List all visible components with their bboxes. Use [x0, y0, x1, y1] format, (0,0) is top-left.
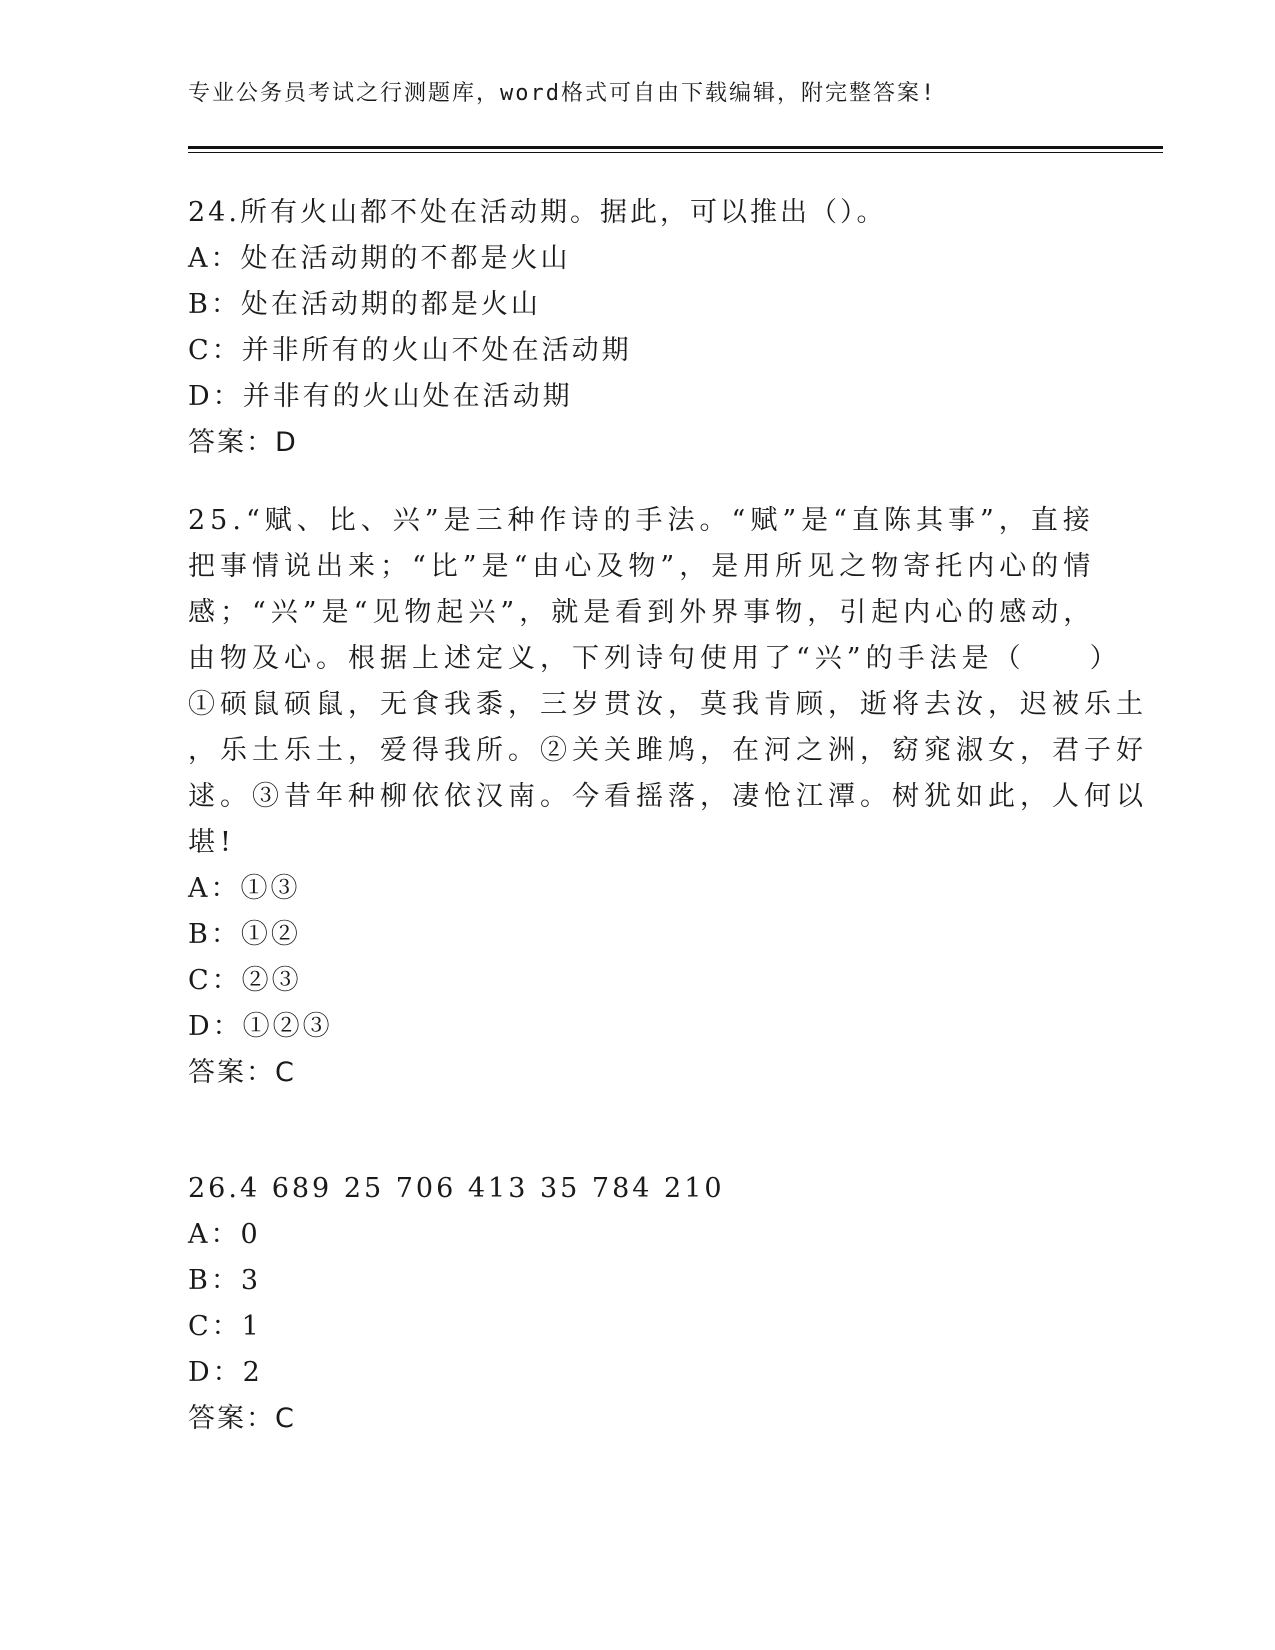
question-stem-line: 逑。③昔年种柳依依汉南。今看摇落，凄怆江潭。树犹如此，人何以	[188, 781, 1148, 812]
question-25	[188, 498, 1148, 1096]
question-stem-line: 由物及心。根据上述定义，下列诗句使用了“兴”的手法是（ ）	[188, 643, 1122, 674]
option-d: D：2	[188, 1357, 263, 1388]
header-rule-thick	[188, 146, 1163, 149]
question-stem-line: ，乐土乐土，爱得我所。②关关雎鸠，在河之洲，窈窕淑女，君子好	[188, 735, 1148, 766]
answer: 答案：C	[188, 1403, 296, 1434]
question-stem-line: ①硕鼠硕鼠，无食我黍，三岁贯汝，莫我肯顾，逝将去汝，迟被乐土	[188, 689, 1148, 720]
option-a: A：0	[188, 1219, 261, 1250]
option-c: C：②③	[188, 965, 302, 996]
page-header: 专业公务员考试之行测题库，word格式可自由下载编辑，附完整答案!	[188, 81, 937, 106]
option-d: D：并非有的火山处在活动期	[188, 381, 573, 412]
option-c: C：并非所有的火山不处在活动期	[188, 335, 632, 366]
answer: 答案：C	[188, 1057, 296, 1088]
question-24	[188, 190, 1088, 466]
option-c: C：1	[188, 1311, 262, 1342]
answer: 答案：D	[188, 427, 298, 458]
option-b: B：3	[188, 1265, 262, 1296]
option-a: A：处在活动期的不都是火山	[188, 243, 571, 274]
option-b: B：①②	[188, 919, 301, 950]
question-stem-line: 感；“兴”是“见物起兴”，就是看到外界事物，引起内心的感动，	[188, 597, 1096, 628]
option-b: B：处在活动期的都是火山	[188, 289, 541, 320]
question-stem-line: 把事情说出来；“比”是“由心及物”，是用所见之物寄托内心的情	[188, 551, 1096, 582]
question-stem: 26.4 689 25 706 413 35 784 210	[188, 1173, 725, 1204]
question-stem: 24.所有火山都不处在活动期。据此，可以推出（）。	[188, 197, 887, 228]
option-d: D：①②③	[188, 1011, 333, 1042]
question-26	[188, 1166, 1088, 1442]
header-rule-thin	[188, 152, 1163, 153]
question-stem-line: 堪!	[188, 827, 236, 858]
question-stem-line: 25.“赋、比、兴”是三种作诗的手法。“赋”是“直陈其事”，直接	[188, 505, 1095, 536]
option-a: A：①③	[188, 873, 301, 904]
